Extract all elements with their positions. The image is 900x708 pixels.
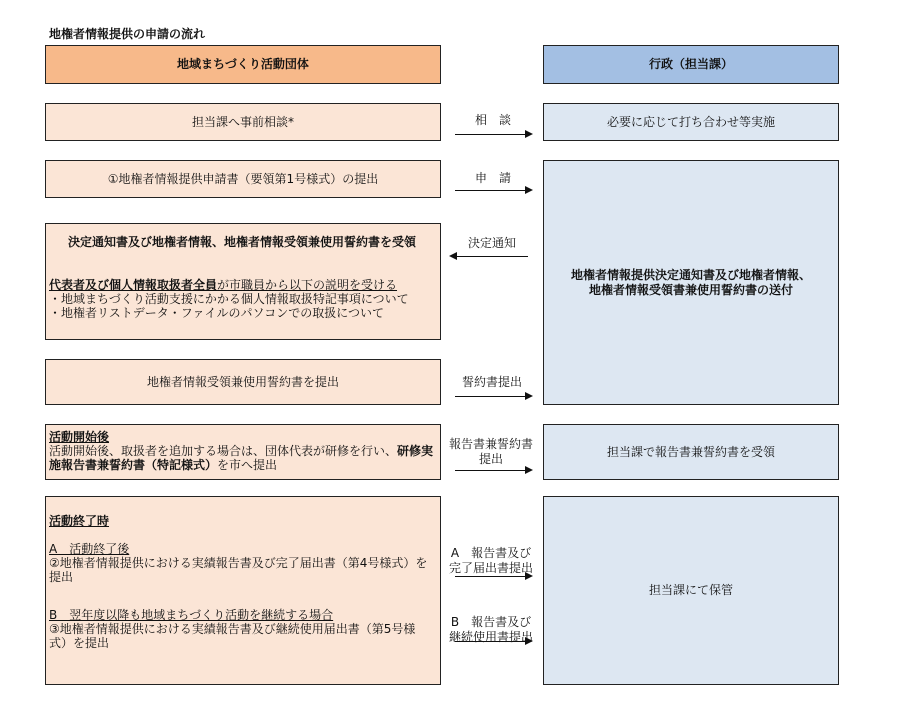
step5-arrow-line1: 報告書兼誓約書: [448, 437, 533, 451]
step3-left-sub: [49, 278, 397, 292]
step6-arrow-b-line1: B 報告書及び: [450, 615, 532, 629]
step1-arrow-label: 相 談: [474, 113, 511, 127]
step3-arrow-left: [451, 256, 528, 257]
step6-arrow-b-right: [455, 641, 531, 642]
step6-right-box: [543, 496, 839, 685]
step5-arrow-right: [455, 470, 531, 471]
step1-right-box: [543, 103, 839, 141]
page-title: 地権者情報提供の申請の流れ: [49, 27, 206, 41]
step3-left-sub-rest: が市職員から以下の説明を受ける: [217, 278, 398, 292]
step5-right-box: [543, 424, 839, 480]
step6-left-heading: 活動終了時: [49, 514, 110, 528]
step5-left-bold1: 研修実: [397, 444, 434, 458]
step2-arrow-label: 申 請: [474, 171, 511, 185]
step3-arrow-label: 決定通知: [467, 236, 516, 250]
step5-left-text2: を市へ提出: [217, 458, 278, 472]
step2-left-box: [45, 160, 441, 198]
step6-left-box: [45, 496, 441, 685]
step6-arrow-a-label: [445, 546, 537, 576]
step3-left-bullet1: ・地域まちづくり活動支援にかかる個人情報取扱特記事項について: [49, 292, 409, 306]
step6-arrow-a-line1: A 報告書及び: [450, 546, 532, 560]
step1-left-text: 担当課へ事前相談*: [191, 114, 294, 129]
step1-right-text: 必要に応じて打ち合わせ等実施: [606, 114, 775, 129]
step6-b-line2: 式）を提出: [49, 636, 110, 650]
step5-left-text1: 活動開始後、取扱者を追加する場合は、団体代表が研修を行い、: [49, 444, 398, 458]
step5-arrow-line2: 提出: [478, 452, 503, 466]
step3-right-line2: 地権者情報受領書兼使用誓約書の送付: [588, 282, 793, 297]
step5-left-heading: 活動開始後: [49, 430, 110, 444]
step4-left-text: 地権者情報受領兼使用誓約書を提出: [146, 374, 339, 389]
step5-left-box: [45, 424, 441, 480]
step2-left-text: ①地権者情報提供申請書（要領第1号様式）の提出: [107, 171, 379, 186]
step6-arrow-b-line2: 継続使用書提出: [448, 630, 533, 644]
step5-left-bold2: 施報告書兼誓約書（特記様式）: [49, 458, 218, 472]
step6-b-line1: ③地権者情報提供における実績報告書及び継続使用届出書（第5号様: [49, 622, 416, 636]
step6-a-heading: A 活動終了後: [49, 542, 130, 556]
step6-b-heading: B 翌年度以降も地域まちづくり活動を継続する場合: [49, 608, 334, 622]
header-community-group: [45, 45, 441, 84]
step2-arrow-right: [455, 190, 531, 191]
step3-right-line1: 地権者情報提供決定通知書及び地権者情報、: [570, 267, 811, 282]
step5-left-body: [49, 444, 437, 472]
step6-right-text: 担当課にて保管: [648, 583, 733, 597]
header-right-label: 行政（担当課）: [648, 57, 733, 71]
step4-arrow-label: 誓約書提出: [461, 375, 522, 389]
step3-right-box: [543, 160, 839, 405]
header-left-label: 地域まちづくり活動団体: [177, 57, 309, 71]
step1-arrow-right: [455, 134, 531, 135]
step6-arrow-a-line2: 完了届出書提出: [448, 561, 533, 575]
step3-left-title: 決定通知書及び地権者情報、地権者情報受領兼使用誓約書を受領: [68, 235, 417, 249]
step1-left-box: [45, 103, 441, 141]
step6-a-line2: 提出: [49, 570, 74, 584]
step4-left-box: [45, 359, 441, 405]
step6-arrow-a-right: [455, 576, 531, 577]
step5-right-text: 担当課で報告書兼誓約書を受領: [606, 444, 775, 459]
step5-arrow-label: [445, 437, 537, 467]
header-administration: [543, 45, 839, 84]
step4-arrow-right: [455, 396, 531, 397]
step3-left-box: [45, 223, 441, 340]
step6-a-line1: ②地権者情報提供における実績報告書及び完了届出書（第4号様式）を: [49, 556, 428, 570]
step3-left-bullet2: ・地権者リストデータ・ファイルのパソコンでの取扱について: [49, 306, 385, 320]
step3-left-sub-bold: 代表者及び個人情報取扱者全員: [49, 278, 218, 292]
